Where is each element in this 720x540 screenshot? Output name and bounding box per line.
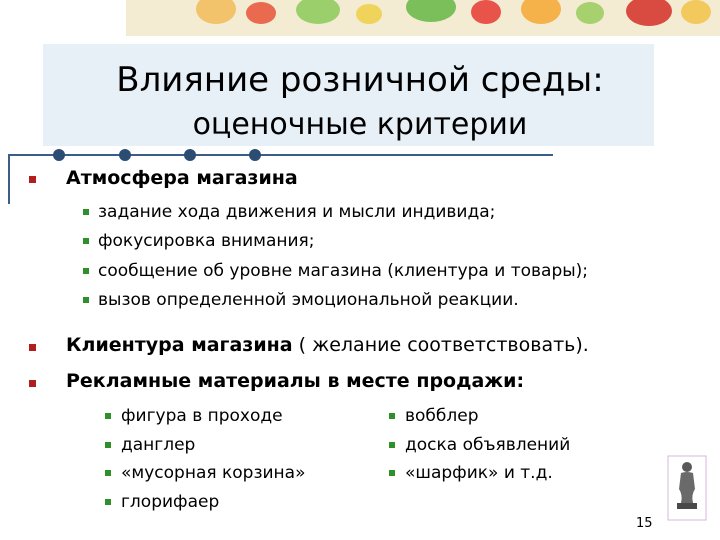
clientele-heading: Клиентура магазина (66, 334, 293, 356)
sub-bullet-icon (105, 470, 111, 476)
sub-bullet-icon (389, 470, 395, 476)
list-item: данглер (121, 435, 196, 455)
section-heading-atmosphere: Атмосфера магазина (66, 167, 298, 189)
sub-bullet-icon (83, 268, 89, 274)
list-item: сообщение об уровне магазина (клиентура и товары); (98, 261, 589, 281)
list-item: задание хода движения и мысли индивида; (98, 202, 496, 222)
sub-bullet-icon (105, 442, 111, 448)
sub-bullet-icon (389, 442, 395, 448)
bullet-icon (29, 344, 36, 351)
decorative-dot (53, 149, 65, 161)
sub-bullet-icon (83, 297, 89, 303)
title-underline (8, 154, 553, 156)
sub-bullet-icon (83, 238, 89, 244)
decorative-banner (126, 0, 720, 36)
decorative-dot (184, 149, 196, 161)
clientele-note: ( желание соответствовать). (292, 334, 589, 356)
list-item: вызов определенной эмоциональной реакции. (98, 290, 519, 310)
list-item: вобблер (405, 406, 479, 426)
list-item: доска объявлений (405, 435, 571, 455)
slide-subtitle: оценочные критерии (192, 107, 528, 142)
sub-bullet-icon (105, 499, 111, 505)
page-number: 15 (636, 516, 653, 531)
sub-bullet-icon (389, 413, 395, 419)
decorative-dot (119, 149, 131, 161)
slide-title: Влияние розничной среды: (116, 60, 604, 100)
decorative-dot (249, 149, 261, 161)
list-item: фокусировка внимания; (98, 231, 315, 251)
title-left-rule (8, 154, 10, 204)
sub-bullet-icon (105, 413, 111, 419)
statue-logo-icon (667, 455, 707, 521)
section-heading-pos-materials: Рекламные материалы в месте продажи: (66, 370, 525, 392)
list-item: «шарфик» и т.д. (405, 463, 553, 483)
sub-bullet-icon (83, 209, 89, 215)
bullet-icon (29, 176, 36, 183)
list-item: глорифаер (121, 492, 220, 512)
list-item: «мусорная корзина» (121, 463, 306, 483)
list-item: фигура в проходе (121, 406, 283, 426)
bullet-icon (29, 380, 36, 387)
section-heading-clientele (66, 333, 589, 357)
